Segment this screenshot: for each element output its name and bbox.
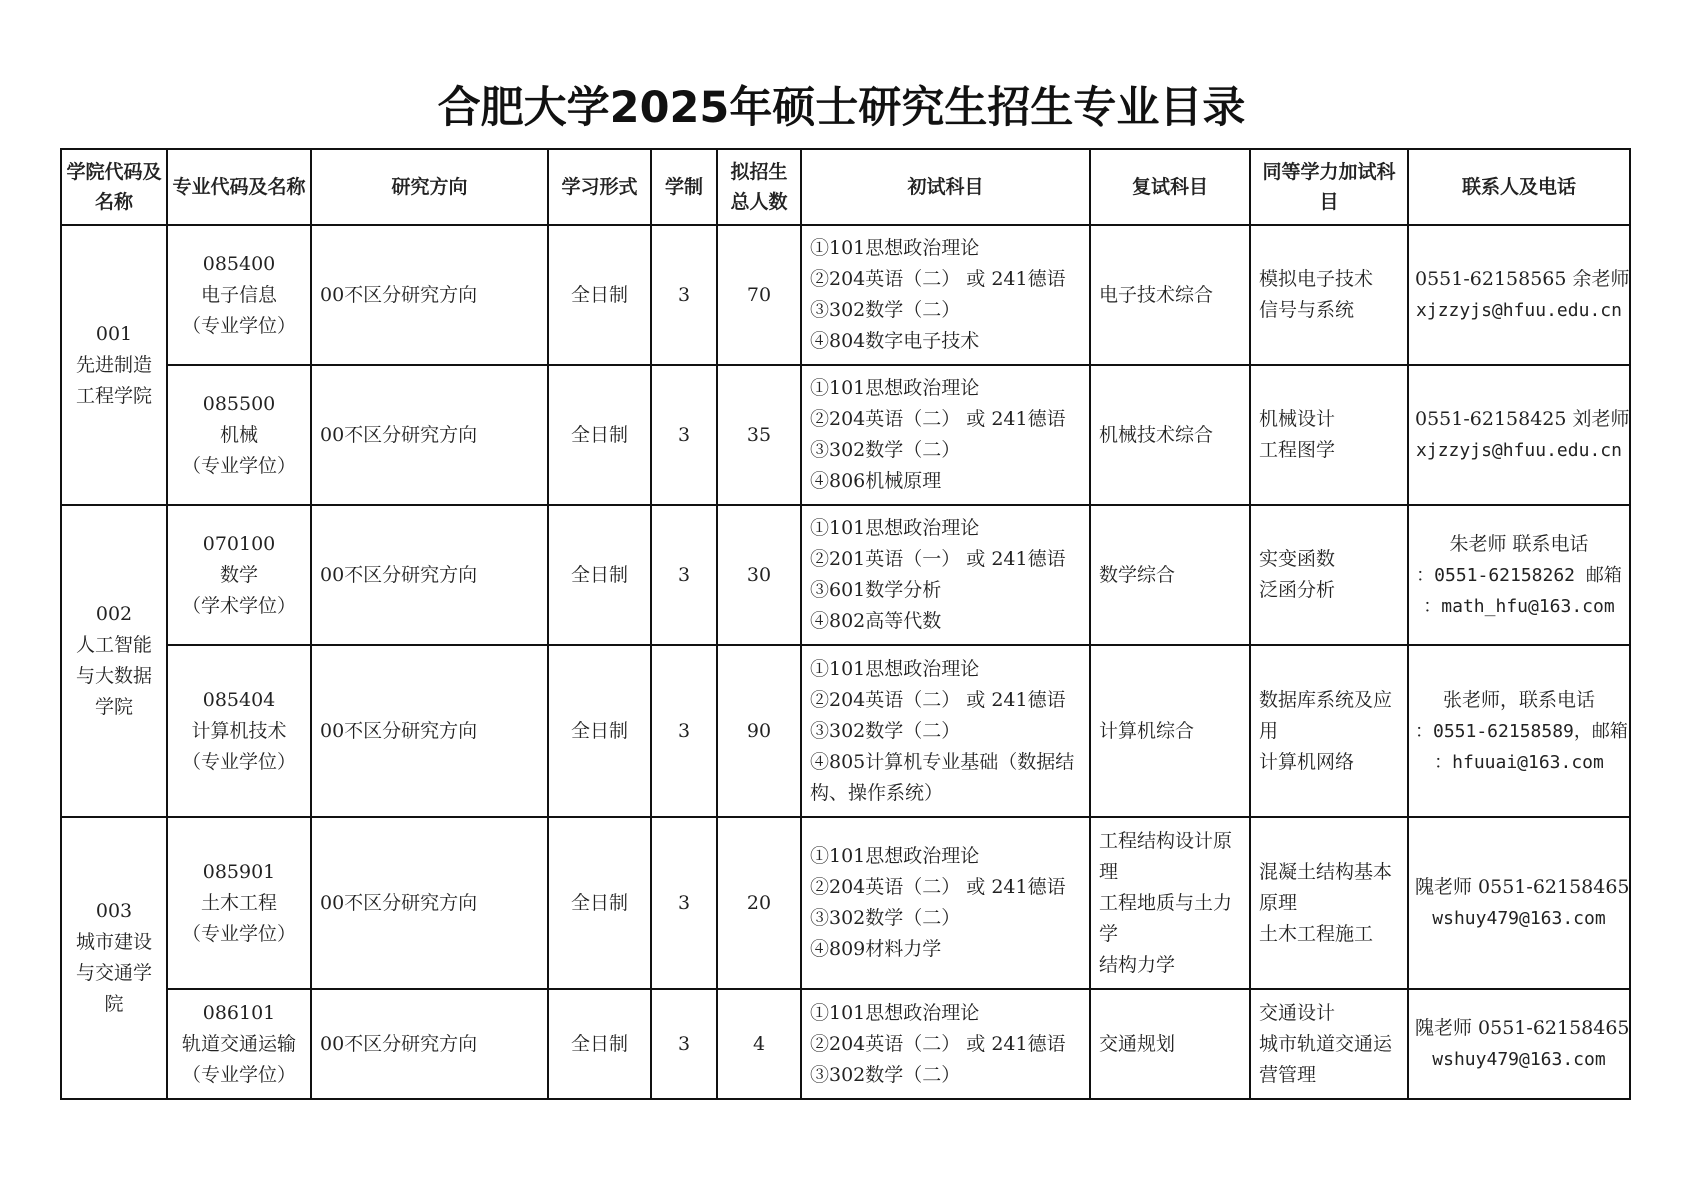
header-years: 学制 <box>651 149 717 225</box>
contact-cell <box>1408 817 1630 989</box>
retest-subject: 结构力学 <box>1099 953 1176 976</box>
major-cell <box>167 645 311 817</box>
retest-cell <box>1090 817 1250 989</box>
contact-cell <box>1408 225 1630 365</box>
contact-line: 朱老师 联系电话 <box>1449 532 1589 555</box>
extra-subject: 实变函数 <box>1259 548 1336 570</box>
major-code: 086101 <box>202 1001 276 1024</box>
mode-cell: 全日制 <box>548 645 651 817</box>
contact-line: 0551-62158565 余老师 <box>1415 268 1630 290</box>
major-name: 机械 <box>219 423 258 446</box>
contact-line: ：math_hfu@163.com <box>1423 595 1615 617</box>
table-row <box>61 817 1630 989</box>
major-code: 070100 <box>202 532 276 555</box>
major-name: 土木工程 <box>200 891 277 914</box>
direction-cell: 00不区分研究方向 <box>311 225 548 365</box>
header-dept: 学院代码及名称 <box>61 149 167 225</box>
header-major: 专业代码及名称 <box>167 149 311 225</box>
exam-subject: ①101思想政治理论 <box>810 517 980 539</box>
retest-cell <box>1090 505 1250 645</box>
degree: （学术学位） <box>181 594 296 617</box>
retest-cell <box>1090 989 1250 1099</box>
retest-cell <box>1090 225 1250 365</box>
exam-subject: ②204英语（二） 或 241德语 <box>810 1032 1066 1055</box>
extra-cell <box>1250 817 1408 989</box>
exam-subject: ②204英语（二） 或 241德语 <box>810 408 1066 430</box>
exam-subject: ③302数学（二） <box>810 439 961 461</box>
degree: （专业学位） <box>181 750 296 773</box>
years-cell: 3 <box>651 817 717 989</box>
years-cell: 3 <box>651 989 717 1099</box>
quota-cell: 20 <box>717 817 801 989</box>
major-name: 电子信息 <box>200 283 277 306</box>
years-cell: 3 <box>651 225 717 365</box>
retest-subject: 计算机综合 <box>1099 719 1195 742</box>
table-row <box>61 645 1630 817</box>
exam-subject: ②204英语（二） 或 241德语 <box>810 688 1066 711</box>
contact-line: 隗老师 0551-62158465 <box>1415 876 1630 898</box>
header-mode: 学习形式 <box>548 149 651 225</box>
retest-cell <box>1090 645 1250 817</box>
contact-line: ：hfuuai@163.com <box>1434 751 1604 773</box>
header-retest: 复试科目 <box>1090 149 1250 225</box>
exam-subject: ④806机械原理 <box>810 470 942 492</box>
retest-subject: 数学综合 <box>1099 563 1176 586</box>
extra-cell <box>1250 505 1408 645</box>
dept-code: 003 <box>95 900 133 922</box>
quota-cell: 30 <box>717 505 801 645</box>
major-name: 数学 <box>219 563 258 586</box>
page-title: 合肥大学2025年硕士研究生招生专业目录 <box>437 83 1246 133</box>
extra-subject: 数据库系统及应用 <box>1259 688 1393 742</box>
header-direction: 研究方向 <box>311 149 548 225</box>
header-contact: 联系人及电话 <box>1408 149 1630 225</box>
header-extra: 同等学力加试科目 <box>1250 149 1408 225</box>
extra-subject: 信号与系统 <box>1259 299 1355 321</box>
exam-subject: ①101思想政治理论 <box>810 657 980 680</box>
table-row <box>61 225 1630 365</box>
exams-cell <box>801 225 1090 365</box>
mode-cell: 全日制 <box>548 505 651 645</box>
direction-cell: 00不区分研究方向 <box>311 645 548 817</box>
major-cell <box>167 225 311 365</box>
direction-cell: 00不区分研究方向 <box>311 505 548 645</box>
major-code: 085400 <box>202 252 276 275</box>
table-row <box>61 365 1630 505</box>
exam-subject: ①101思想政治理论 <box>810 377 980 399</box>
contact-line: xjzzyjs@hfuu.edu.cn <box>1416 440 1622 461</box>
exam-subject: ④809材料力学 <box>810 938 942 960</box>
direction-cell: 00不区分研究方向 <box>311 989 548 1099</box>
header-row <box>61 149 1630 225</box>
retest-subject: 交通规划 <box>1099 1032 1176 1055</box>
table-row <box>61 505 1630 645</box>
retest-cell <box>1090 365 1250 505</box>
exam-subject: ①101思想政治理论 <box>810 1001 980 1024</box>
extra-cell <box>1250 989 1408 1099</box>
dept-cell <box>61 817 167 1099</box>
contact-cell <box>1408 645 1630 817</box>
dept-code: 002 <box>95 603 133 625</box>
contact-cell <box>1408 505 1630 645</box>
exam-subject: ①101思想政治理论 <box>810 845 980 867</box>
direction-cell: 00不区分研究方向 <box>311 817 548 989</box>
extra-subject: 交通设计 <box>1259 1001 1336 1024</box>
extra-cell <box>1250 225 1408 365</box>
extra-cell <box>1250 645 1408 817</box>
major-code: 085404 <box>202 688 276 711</box>
exam-subject: ③302数学（二） <box>810 1063 961 1086</box>
major-cell <box>167 989 311 1099</box>
retest-subject: 工程地质与土力学 <box>1099 891 1233 945</box>
exam-subject: ③601数学分析 <box>810 579 942 601</box>
major-cell <box>167 505 311 645</box>
retest-subject: 电子技术综合 <box>1099 283 1214 306</box>
mode-cell: 全日制 <box>548 817 651 989</box>
exam-subject: ④805计算机专业基础（数据结构、操作系统） <box>810 750 1075 804</box>
extra-subject: 工程图学 <box>1259 439 1336 461</box>
degree: （专业学位） <box>181 1063 296 1086</box>
contact-line: ：0551-62158262 邮箱 <box>1416 564 1622 586</box>
extra-subject: 模拟电子技术 <box>1259 268 1374 290</box>
degree: （专业学位） <box>181 922 296 945</box>
header-quota: 拟招生总人数 <box>717 149 801 225</box>
dept-name: 先进制造工程学院 <box>75 353 152 407</box>
exam-subject: ①101思想政治理论 <box>810 237 980 259</box>
exams-cell <box>801 989 1090 1099</box>
exam-subject: ②204英语（二） 或 241德语 <box>810 876 1066 898</box>
extra-cell <box>1250 365 1408 505</box>
mode-cell: 全日制 <box>548 225 651 365</box>
extra-subject: 城市轨道交通运营管理 <box>1259 1032 1393 1086</box>
admissions-table <box>60 148 1631 1100</box>
major-code: 085500 <box>202 392 276 415</box>
contact-line: 张老师，联系电话 <box>1442 688 1595 711</box>
quota-cell: 35 <box>717 365 801 505</box>
years-cell: 3 <box>651 645 717 817</box>
major-cell <box>167 817 311 989</box>
degree: （专业学位） <box>181 314 296 337</box>
contact-line: xjzzyjs@hfuu.edu.cn <box>1416 300 1622 321</box>
table-row <box>61 989 1630 1099</box>
years-cell: 3 <box>651 505 717 645</box>
dept-name: 人工智能与大数据学院 <box>75 634 152 718</box>
retest-subject: 机械技术综合 <box>1099 423 1214 446</box>
degree: （专业学位） <box>181 454 296 477</box>
extra-subject: 泛函分析 <box>1259 579 1336 601</box>
direction-cell: 00不区分研究方向 <box>311 365 548 505</box>
quota-cell: 90 <box>717 645 801 817</box>
contact-cell <box>1408 365 1630 505</box>
extra-subject: 土木工程施工 <box>1259 922 1374 945</box>
quota-cell: 4 <box>717 989 801 1099</box>
exam-subject: ③302数学（二） <box>810 907 961 929</box>
mode-cell: 全日制 <box>548 365 651 505</box>
contact-cell <box>1408 989 1630 1099</box>
exam-subject: ③302数学（二） <box>810 719 961 742</box>
contact-line: ：0551-62158589，邮箱 <box>1415 720 1628 742</box>
dept-cell <box>61 225 167 505</box>
contact-line: wshuy479@163.com <box>1432 1049 1606 1070</box>
exam-subject: ②201英语（一） 或 241德语 <box>810 548 1066 570</box>
exam-subject: ③302数学（二） <box>810 299 961 321</box>
quota-cell: 70 <box>717 225 801 365</box>
retest-subject: 工程结构设计原理 <box>1099 829 1233 883</box>
dept-name: 城市建设与交通学院 <box>75 931 152 1015</box>
contact-line: 0551-62158425 刘老师 <box>1415 408 1630 430</box>
exam-subject: ②204英语（二） 或 241德语 <box>810 268 1066 290</box>
exams-cell <box>801 365 1090 505</box>
dept-code: 001 <box>95 322 133 345</box>
contact-line: 隗老师 0551-62158465 <box>1415 1017 1630 1039</box>
exam-subject: ④804数字电子技术 <box>810 330 980 352</box>
major-cell <box>167 365 311 505</box>
major-code: 085901 <box>202 860 276 883</box>
contact-line: wshuy479@163.com <box>1432 908 1606 929</box>
mode-cell: 全日制 <box>548 989 651 1099</box>
exams-cell <box>801 645 1090 817</box>
years-cell: 3 <box>651 365 717 505</box>
header-exams: 初试科目 <box>801 149 1090 225</box>
extra-subject: 混凝土结构基本原理 <box>1259 860 1393 914</box>
extra-subject: 计算机网络 <box>1259 750 1355 773</box>
major-name: 轨道交通运输 <box>181 1032 296 1055</box>
dept-cell <box>61 505 167 817</box>
exam-subject: ④802高等代数 <box>810 610 942 632</box>
major-name: 计算机技术 <box>191 719 287 742</box>
exams-cell <box>801 817 1090 989</box>
extra-subject: 机械设计 <box>1259 408 1336 430</box>
exams-cell <box>801 505 1090 645</box>
